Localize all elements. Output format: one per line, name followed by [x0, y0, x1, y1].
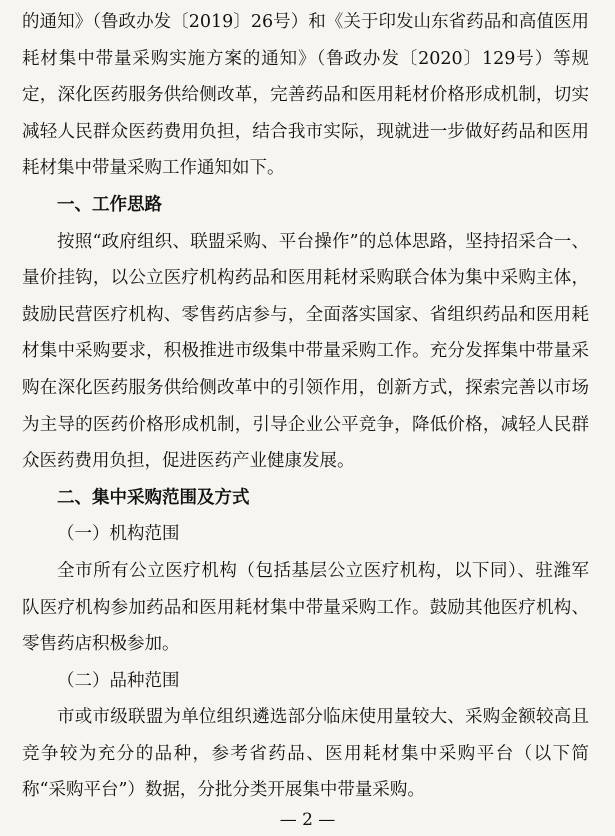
paragraph-work-approach: 按照“政府组织、联盟采购、平台操作”的总体思路，坚持招采合一、量价挂钩，以公立医疗机构药品和医用耗材采购联合体为集中采购主体，鼓励民营医疗机构、零售药店参与，全面落实国家、省组织药品和医用耗材集中采购要求，积极推进市级集中带量采购工作。充分发挥集中带量采购在深化医药服务供给侧改革中的引领作用，创新方式，探索完善以市场为主导的医药价格形成机制，引导企业公平竞争，降低价格，减轻人民群众医药费用负担，促进医药产业健康发展。	[22, 231, 589, 472]
paragraph-intro-continuation: 的通知》（鲁政办发〔2019〕26号）和《关于印发山东省药品和高值医用耗材集中带量采购实施方案的通知》（鲁政办发〔2020〕129号）等规定，深化医药服务供给侧改革，完善药品和医用耗材价格形成机制，切实减轻人民群众医药费用负担，结合我市实际，现就进一步做好药品和医用耗材集中带量采购工作通知如下。	[22, 12, 589, 179]
section-heading-work-approach: 一、工作思路	[57, 194, 162, 215]
subheading-institution-scope: （一）机构范围	[57, 524, 180, 545]
paragraph-variety-scope: 市或市级联盟为单位组织遴选部分临床使用量较大、采购金额较高且竞争较为充分的品种，参考省药品、医用耗材集中采购平台（以下简称“采购平台”）数据，分批分类开展集中带量采购。	[22, 707, 589, 801]
paragraph-institution-scope: 全市所有公立医疗机构（包括基层公立医疗机构，以下同）、驻潍军队医疗机构参加药品和医用耗材集中带量采购工作。鼓励其他医疗机构、零售药店积极参加。	[22, 560, 589, 655]
subheading-variety-scope: （二）品种范围	[57, 670, 180, 691]
section-heading-procurement-scope: 二、集中采购范围及方式	[57, 487, 250, 508]
page-number: — 2 —	[279, 810, 336, 830]
